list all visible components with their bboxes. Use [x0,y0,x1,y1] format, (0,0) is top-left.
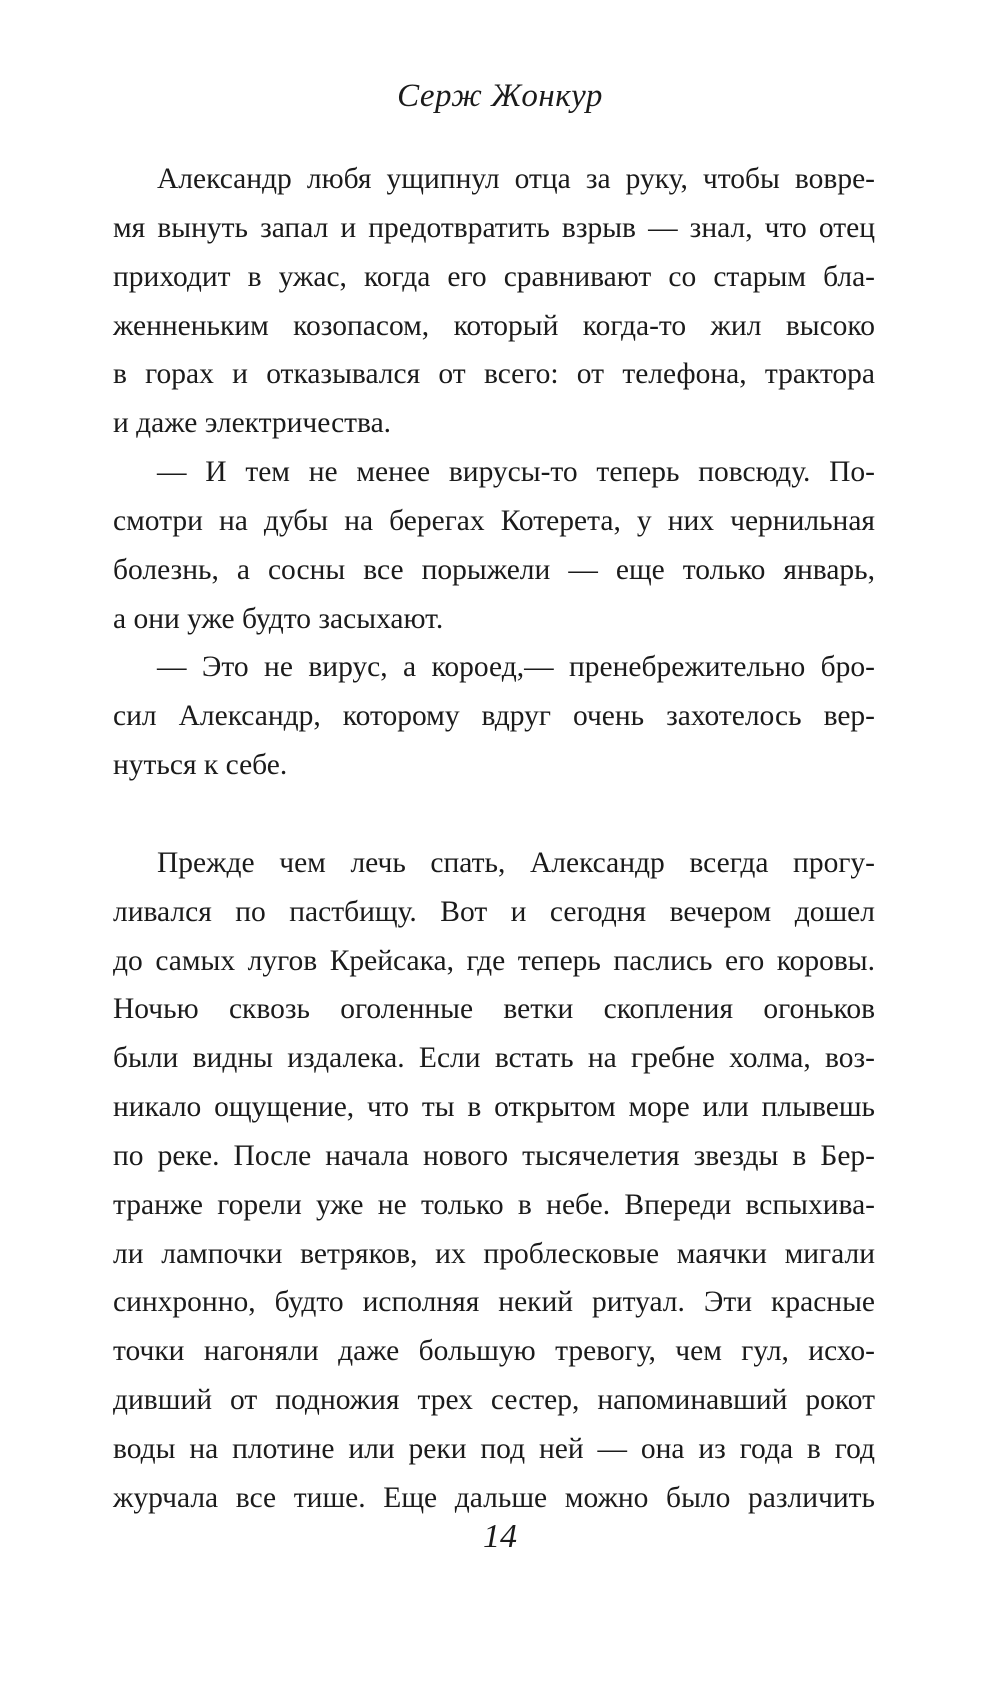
text-line: транже горели уже не только в небе. Впереди вспыхива- [113,1188,875,1221]
text-line: журчала все тише. Еще дальше можно было различить [113,1481,875,1514]
text-line: Ночью сквозь оголенные ветки скопления огоньков [113,993,875,1026]
body-text [113,155,875,1523]
text-line: по реке. После начала нового тысячелетия звезды в Бер- [113,1139,875,1172]
text-line: сил Александр, которому вдруг очень захотелось вер- [113,700,875,733]
text-line: в горах и отказывался от всего: от телефона, трактора [113,358,875,391]
running-head-author: Серж Жонкур [397,78,603,114]
text-line: Александр любя ущипнул отца за руку, чтобы вовре- [157,163,875,195]
text-line: а они уже будто засыхают. [113,602,444,635]
text-line: до самых лугов Крейсака, где теперь паслись его коровы. [113,944,875,977]
text-line: дивший от подножия трех сестер, напоминавший рокот [113,1384,875,1417]
text-line: болезнь, а сосны все порыжели — еще только январь, [113,553,875,586]
text-line: были видны издалека. Если встать на гребне холма, воз- [113,1042,875,1075]
text-line: нуться к себе. [113,749,288,782]
text-line: воды на плотине или реки под ней — она из года в год [113,1432,875,1465]
text-line: смотри на дубы на берегах Котерета, у них чернильная [113,504,875,537]
text-line: приходит в ужас, когда его сравнивают со старым бла- [113,260,875,293]
text-line: — Это не вирус, а короед,— пренебрежительно бро- [157,651,875,684]
text-line: ливался по пастбищу. Вот и сегодня вечером дошел [113,895,875,928]
text-line: — И тем не менее вирусы-то теперь повсюду. По- [157,456,875,489]
text-line: и даже электричества. [113,407,392,440]
text-line: Прежде чем лечь спать, Александр всегда прогу- [157,846,875,879]
text-line: мя вынуть запал и предотвратить взрыв — знал, что отец [113,211,875,244]
page-number: 14 [483,1518,517,1555]
text-line: ли лампочки ветряков, их проблесковые маячки мигали [113,1237,875,1270]
text-line: точки нагоняли даже большую тревогу, чем гул, исхо- [113,1335,875,1368]
section-break [113,790,875,839]
text-line: никало ощущение, что ты в открытом море или плывешь [113,1091,875,1124]
text-line: синхронно, будто исполняя некий ритуал. Эти красные [113,1286,875,1319]
text-line: женненьким козопасом, который когда-то жил высоко [113,309,875,342]
